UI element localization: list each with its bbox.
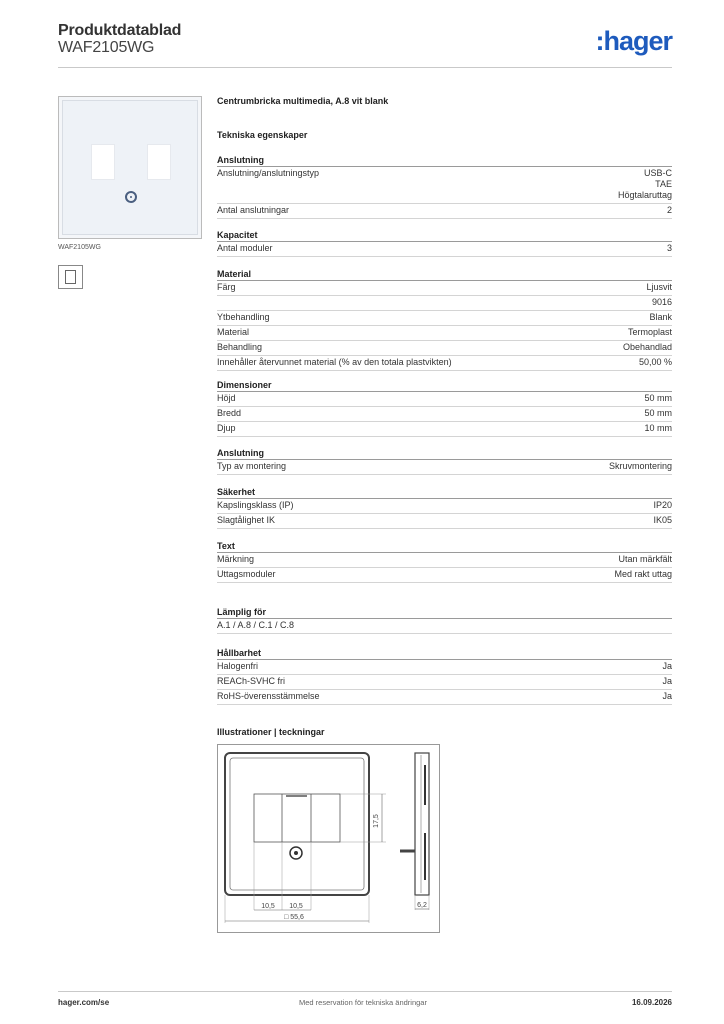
- spec-value-line: 3: [666, 243, 672, 253]
- spec-label: Behandling: [217, 342, 263, 352]
- spec-label: Slagtålighet IK: [217, 515, 276, 525]
- spec-label: A.1 / A.8 / C.1 / C.8: [217, 620, 295, 630]
- illustrations-heading: Illustrationer | teckningar: [217, 727, 325, 737]
- footer-note: Med reservation för tekniska ändringar: [299, 998, 427, 1007]
- section-heading: Text: [217, 540, 672, 553]
- spec-section: [217, 154, 672, 219]
- spec-label: Djup: [217, 423, 236, 433]
- slot-left: [91, 144, 115, 180]
- spec-row: [217, 204, 672, 219]
- spec-label: REACh-SVHC fri: [217, 676, 286, 686]
- product-image: [58, 96, 202, 239]
- spec-value-line: Blank: [649, 312, 672, 322]
- spec-row: [217, 392, 672, 407]
- spec-section: [217, 606, 672, 634]
- spec-row: [217, 422, 672, 437]
- side-view: [415, 753, 429, 895]
- spec-row: [217, 675, 672, 690]
- spec-value: [649, 312, 672, 323]
- spec-value: [653, 515, 672, 526]
- spec-row: [217, 296, 672, 311]
- product-code: WAF2105WG: [58, 39, 155, 56]
- spec-value: [609, 461, 672, 472]
- header-divider: [58, 67, 672, 68]
- spec-label: Material: [217, 327, 250, 337]
- spec-label: Ytbehandling: [217, 312, 270, 322]
- section-heading: Lämplig för: [217, 606, 672, 619]
- spec-row: [217, 553, 672, 568]
- spec-value-line: Ja: [662, 691, 672, 701]
- spec-label: Bredd: [217, 408, 242, 418]
- spec-value-line: Med rakt uttag: [614, 569, 672, 579]
- dim-slot-height: 17,5: [373, 814, 380, 828]
- dim-overall: □ 55,6: [284, 914, 304, 921]
- spec-row: [217, 407, 672, 422]
- spec-value: [667, 243, 672, 254]
- spec-label: Anslutning/anslutningstyp: [217, 168, 320, 178]
- spec-label: Typ av montering: [217, 461, 287, 471]
- front-plate: [230, 758, 364, 890]
- spec-value-line: Ja: [662, 676, 672, 686]
- spec-value: [639, 357, 672, 368]
- spec-row: [217, 356, 672, 371]
- spec-row: [217, 341, 672, 356]
- spec-value: [646, 282, 672, 293]
- spec-section: [217, 647, 672, 705]
- spec-section: [217, 447, 672, 475]
- spec-row: [217, 326, 672, 341]
- inner-module: [254, 794, 340, 842]
- slot-right: [147, 144, 171, 180]
- spec-row: [217, 690, 672, 705]
- spec-value-line: Ljusvit: [646, 282, 672, 292]
- product-title: Centrumbricka multimedia, A.8 vit blank: [217, 96, 389, 106]
- spec-value-line: 50 mm: [644, 408, 672, 418]
- spec-label: Halogenfri: [217, 661, 259, 671]
- section-heading: Kapacitet: [217, 229, 672, 242]
- spec-row: [217, 514, 672, 529]
- section-heading: Dimensioner: [217, 379, 672, 392]
- footer-site-link[interactable]: hager.com/se: [58, 998, 110, 1007]
- product-thumbnail[interactable]: [58, 265, 83, 289]
- spec-value: [662, 676, 672, 687]
- spec-row: [217, 660, 672, 675]
- spec-value-line: Termoplast: [627, 327, 672, 337]
- image-caption: WAF2105WG: [58, 244, 101, 251]
- spec-value-line: Obehandlad: [622, 342, 672, 352]
- spec-row: [217, 460, 672, 475]
- spec-label: Innehåller återvunnet material (% av den totala plastvikten): [217, 357, 452, 367]
- spec-value-line: 9016: [651, 297, 672, 307]
- spec-value: [618, 554, 672, 565]
- spec-value-line: IP20: [653, 500, 672, 510]
- spec-value-line: 2: [666, 205, 672, 215]
- spec-value-line: Högtalaruttag: [617, 190, 672, 200]
- spec-value: [614, 569, 672, 580]
- spec-label: RoHS-överensstämmelse: [217, 691, 320, 701]
- footer-divider: [58, 991, 672, 992]
- technical-drawing: [217, 744, 440, 933]
- section-heading: Material: [217, 268, 672, 281]
- spec-section: [217, 379, 672, 437]
- spec-label: Kapslingsklass (IP): [217, 500, 294, 510]
- module-icon: [65, 270, 76, 284]
- spec-value-line: Ja: [662, 661, 672, 671]
- spec-value: [667, 205, 672, 216]
- section-heading: Säkerhet: [217, 486, 672, 499]
- tech-heading: Tekniska egenskaper: [217, 130, 308, 140]
- spec-row: [217, 281, 672, 296]
- spec-label: Antal anslutningar: [217, 205, 290, 215]
- spec-section: [217, 540, 672, 583]
- front-frame: [225, 753, 369, 895]
- spec-row: [217, 568, 672, 583]
- spec-value: [618, 168, 672, 201]
- spec-value: [653, 500, 672, 511]
- spec-label: Färg: [217, 282, 236, 292]
- spec-row: [217, 167, 672, 204]
- spec-value-line: USB-C: [643, 168, 672, 178]
- spec-value: [652, 297, 672, 308]
- spec-label: Antal moduler: [217, 243, 273, 253]
- coax-socket-icon: [125, 191, 137, 203]
- spec-value: [644, 393, 672, 404]
- spec-row: [217, 499, 672, 514]
- spec-label: Höjd: [217, 393, 236, 403]
- spec-value-line: 50 mm: [644, 393, 672, 403]
- spec-row: [217, 242, 672, 257]
- spec-section: [217, 486, 672, 529]
- spec-section: [217, 229, 672, 257]
- spec-value: [628, 327, 672, 338]
- page-title: Produktdatablad: [58, 22, 182, 39]
- spec-value-line: TAE: [655, 179, 672, 189]
- spec-value-line: Skruvmontering: [608, 461, 672, 471]
- section-heading: Anslutning: [217, 447, 672, 460]
- spec-value-line: Utan märkfält: [618, 554, 672, 564]
- spec-value: [644, 423, 672, 434]
- section-heading: Hållbarhet: [217, 647, 672, 660]
- spec-value: [644, 408, 672, 419]
- hager-logo: :hager: [595, 26, 672, 56]
- dim-depth: 6,2: [417, 902, 427, 909]
- spec-value-line: IK05: [653, 515, 672, 525]
- spec-row: [217, 311, 672, 326]
- spec-value-line: 10 mm: [644, 423, 672, 433]
- spec-value: [662, 661, 672, 672]
- dim-slot-width-2: 10,5: [289, 903, 303, 910]
- spec-label: Uttagsmoduler: [217, 569, 276, 579]
- spec-value: [662, 691, 672, 702]
- spec-value: [623, 342, 672, 353]
- spec-section: [217, 268, 672, 371]
- drawing-svg: [218, 745, 441, 934]
- section-heading: Anslutning: [217, 154, 672, 167]
- footer-date: 16.09.2026: [631, 998, 672, 1007]
- spec-value-line: 50,00 %: [638, 357, 672, 367]
- dim-slot-width-1: 10,5: [261, 903, 275, 910]
- spec-label: Märkning: [217, 554, 255, 564]
- spec-row: [217, 619, 672, 634]
